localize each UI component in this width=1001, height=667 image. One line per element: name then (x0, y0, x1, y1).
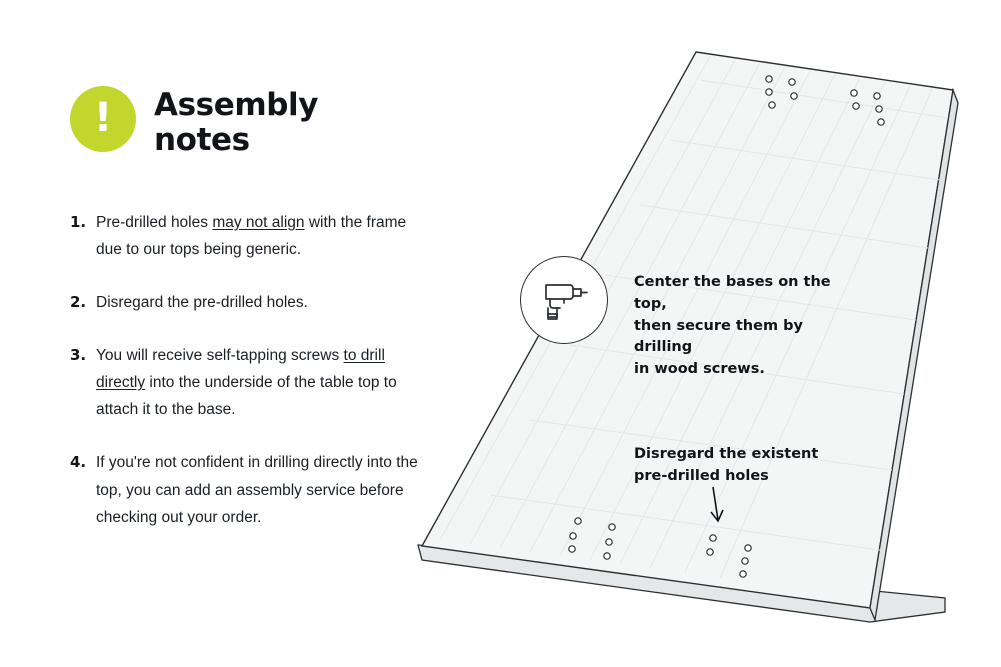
page-title-line-2: notes (154, 122, 250, 159)
note-part-underlined: to drill directly (96, 347, 385, 392)
notes-list (70, 209, 420, 531)
note-part-underlined: may not align (212, 213, 305, 231)
callout-center-line-1: Center the bases on the top, (634, 274, 831, 312)
list-item-number: 3. (70, 346, 87, 365)
callout-center-bases (634, 272, 864, 381)
list-item (70, 342, 420, 423)
table-top-panel-diagram (400, 0, 1001, 667)
note-part: If you're not confident in drilling directly into the top, you can add an assembly service before checking out your order. (96, 454, 418, 526)
list-item-text (96, 209, 420, 263)
exclamation-mark: ! (93, 95, 113, 141)
list-item-text (96, 289, 308, 316)
callout-disregard-line-1: Disregard the existent (634, 446, 819, 462)
note-part: into the underside of the table top to attach it to the base. (96, 374, 397, 419)
list-item-text (96, 342, 420, 423)
list-item-number: 4. (70, 453, 87, 472)
list-item (70, 289, 420, 316)
assembly-notes-header (70, 84, 420, 159)
note-part: with the frame due to our tops being generic. (96, 213, 407, 258)
exclamation-icon (70, 86, 136, 152)
list-item-number: 1. (70, 212, 87, 231)
list-item (70, 449, 420, 530)
callout-center-line-3: in wood screws. (634, 361, 765, 377)
note-part: Pre-drilled holes (96, 213, 213, 231)
callout-center-line-2: then secure them by drilling (634, 317, 803, 356)
drill-icon-glyph (538, 276, 590, 324)
note-part: You will receive self-tapping screws (96, 347, 344, 365)
list-item (70, 209, 420, 263)
list-item-text (96, 449, 420, 530)
callout-disregard-line-2: pre-drilled holes (634, 467, 769, 484)
drill-icon (520, 256, 608, 344)
callout-disregard-holes (634, 444, 844, 488)
list-item-number: 2. (70, 292, 87, 311)
assembly-notes-panel (70, 84, 420, 557)
note-part: Disregard the pre-drilled holes. (96, 293, 308, 311)
page-title-line-1: Assembly (154, 87, 319, 123)
page-title (154, 84, 318, 159)
